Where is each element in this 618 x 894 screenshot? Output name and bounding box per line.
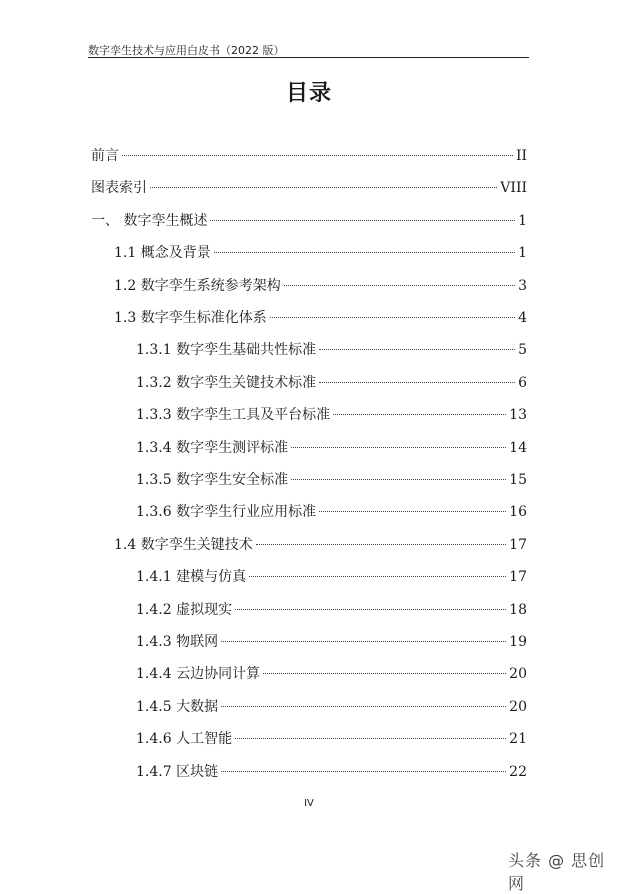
toc-entry-page: 22 xyxy=(509,763,527,780)
toc-entry-page: 18 xyxy=(509,601,527,618)
toc-leader-dots xyxy=(214,252,515,253)
toc-entry[interactable] xyxy=(114,276,527,296)
toc-leader-dots xyxy=(291,479,506,480)
toc-leader-dots xyxy=(210,220,515,221)
toc-entry[interactable] xyxy=(136,600,527,620)
toc-entry[interactable] xyxy=(136,340,527,360)
toc-entry-page: 17 xyxy=(509,569,527,586)
toc-leader-dots xyxy=(284,285,515,286)
toc-leader-dots xyxy=(235,738,506,739)
toc-leader-dots xyxy=(150,187,497,188)
toc-leader-dots xyxy=(221,771,506,772)
toc-entry[interactable] xyxy=(136,438,527,458)
toc-entry[interactable] xyxy=(91,178,527,198)
toc-entry[interactable] xyxy=(136,762,527,782)
toc-leader-dots xyxy=(270,317,515,318)
toc-entry[interactable] xyxy=(136,632,527,652)
toc-leader-dots xyxy=(291,447,506,448)
toc-entry[interactable] xyxy=(136,664,527,684)
toc-entry-label: 1.3.5 数字孪生安全标准 xyxy=(136,472,289,488)
toc-leader-dots xyxy=(221,641,506,642)
toc-entry-label: 图表索引 xyxy=(91,180,147,197)
toc-entry-label: 1.4.4 云边协同计算 xyxy=(136,666,261,683)
toc-entry-label: 1.4.2 虚拟现实 xyxy=(136,601,233,618)
toc-entry[interactable] xyxy=(136,373,527,393)
toc-leader-dots xyxy=(333,414,506,415)
toc-leader-dots xyxy=(319,511,506,512)
toc-entry-page: VIII xyxy=(500,180,527,197)
watermark: 头条 @ 思创网 xyxy=(508,851,606,893)
toc-leader-dots xyxy=(256,544,506,545)
toc-entry-label: 1.3.4 数字孪生测评标准 xyxy=(136,439,289,456)
toc-entry-label: 1.4.5 大数据 xyxy=(136,698,219,715)
toc-leader-dots xyxy=(263,673,506,674)
toc-leader-dots xyxy=(221,706,506,707)
toc-leader-dots xyxy=(249,576,506,577)
toc-entry-page: 15 xyxy=(509,472,527,488)
toc-entry[interactable] xyxy=(136,729,527,749)
toc-entry-label: 一、 数字孪生概述 xyxy=(91,212,208,229)
toc-leader-dots xyxy=(319,382,515,383)
toc-entry-page: 19 xyxy=(509,634,527,650)
toc-entry-page: 1 xyxy=(518,212,527,229)
toc-entry-label: 1.4 数字孪生关键技术 xyxy=(114,536,253,553)
toc-entry-label: 1.3 数字孪生标准化体系 xyxy=(114,310,267,326)
toc-entry-page: 1 xyxy=(518,245,527,262)
page-title: 目录 xyxy=(285,81,332,106)
toc-entry-page: II xyxy=(515,148,527,164)
toc-entry[interactable] xyxy=(136,470,527,490)
toc-entry-label: 1.4.6 人工智能 xyxy=(136,731,233,748)
toc-entry[interactable] xyxy=(136,697,527,717)
toc-entry-page: 16 xyxy=(509,504,527,521)
running-header: 数字孪生技术与应用白皮书（2022 版） xyxy=(88,44,285,57)
page-number: IV xyxy=(304,798,314,809)
toc-entry[interactable] xyxy=(114,243,527,263)
toc-entry-label: 前言 xyxy=(91,148,119,164)
toc-entry-page: 3 xyxy=(518,277,527,294)
toc-entry-page: 21 xyxy=(509,731,527,748)
toc-entry-label: 1.3.1 数字孪生基础共性标准 xyxy=(136,342,317,359)
toc-leader-dots xyxy=(319,349,515,350)
toc-entry-label: 1.4.1 建模与仿真 xyxy=(136,569,247,586)
toc-entry-label: 1.4.3 物联网 xyxy=(136,634,219,650)
toc-entry[interactable] xyxy=(91,146,527,166)
toc-leader-dots xyxy=(122,155,513,156)
toc-entry[interactable] xyxy=(114,535,527,555)
toc-entry[interactable] xyxy=(136,502,527,522)
toc-entry-page: 5 xyxy=(518,342,527,359)
toc-entry-label: 1.3.6 数字孪生行业应用标准 xyxy=(136,504,317,521)
toc-entry-page: 4 xyxy=(518,310,527,326)
toc-entry-page: 6 xyxy=(518,374,527,391)
toc-leader-dots xyxy=(235,609,506,610)
toc-entry-page: 17 xyxy=(509,536,527,553)
toc-entry-label: 1.1 概念及背景 xyxy=(114,245,211,262)
toc-entry-label: 1.4.7 区块链 xyxy=(136,763,219,780)
toc-entry-label: 1.2 数字孪生系统参考架构 xyxy=(114,277,281,294)
toc-entry[interactable] xyxy=(136,405,527,425)
toc-entry-page: 14 xyxy=(509,439,527,456)
toc-entry[interactable] xyxy=(114,308,527,328)
toc-entry-label: 1.3.3 数字孪生工具及平台标准 xyxy=(136,407,331,424)
toc-entry-page: 20 xyxy=(509,698,527,715)
toc-entry-page: 13 xyxy=(509,407,527,424)
header-divider xyxy=(88,57,529,58)
toc-entry[interactable] xyxy=(136,567,527,587)
toc-entry[interactable] xyxy=(91,211,527,231)
toc-entry-page: 20 xyxy=(509,666,527,683)
toc-entry-label: 1.3.2 数字孪生关键技术标准 xyxy=(136,374,317,391)
